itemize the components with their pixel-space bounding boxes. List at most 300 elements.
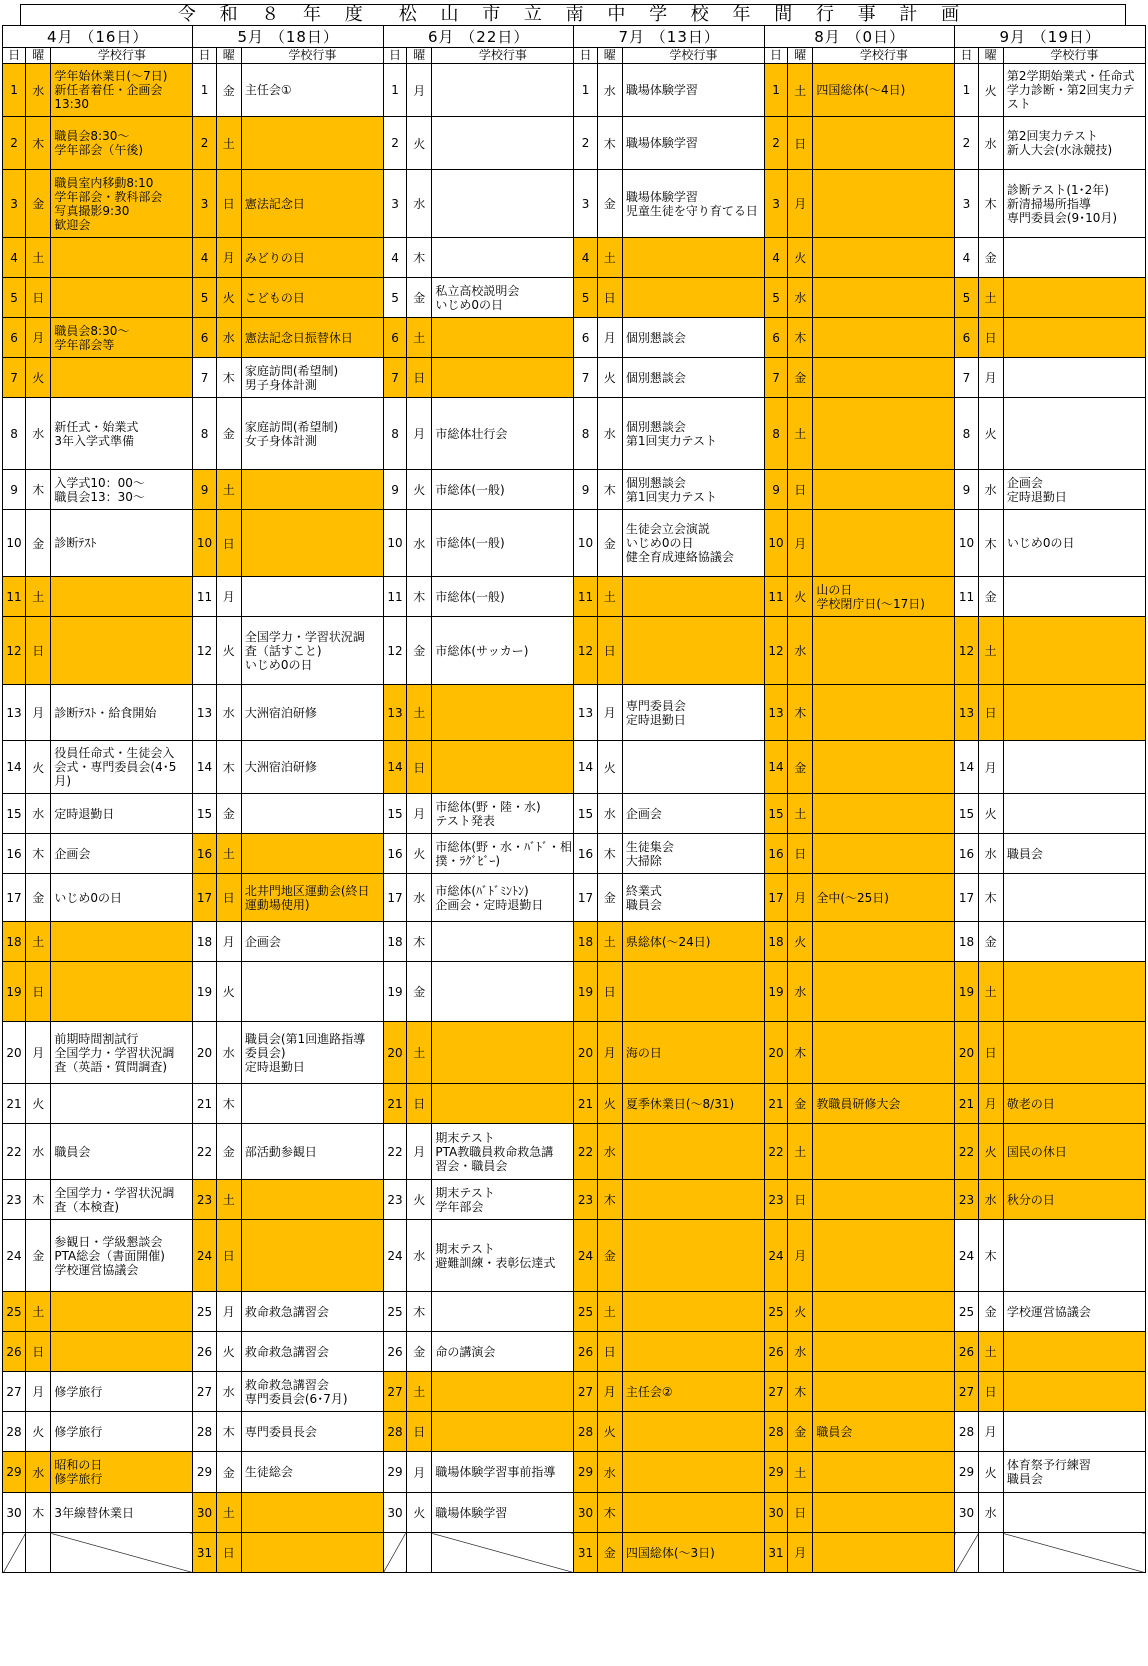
event-cell bbox=[1003, 874, 1145, 922]
event-cell bbox=[241, 741, 383, 794]
day-number-cell: 4 bbox=[383, 238, 406, 278]
column-header-day: 日 bbox=[764, 48, 787, 64]
day-number-cell: 18 bbox=[574, 922, 597, 962]
event-cell bbox=[51, 318, 193, 358]
event-line: 北井門地区運動会(終日 bbox=[244, 883, 370, 898]
event-cell bbox=[813, 64, 955, 117]
event-cell bbox=[241, 1084, 383, 1124]
event-line: みどりの日 bbox=[244, 250, 305, 265]
event-line: 企画会 bbox=[625, 806, 662, 821]
event-cell bbox=[1003, 1493, 1145, 1533]
event-line: 秋分の日 bbox=[1006, 1192, 1055, 1207]
weekday-cell: 木 bbox=[978, 874, 1003, 922]
weekday-cell: 土 bbox=[978, 962, 1003, 1022]
day-number-cell: 3 bbox=[764, 170, 787, 238]
weekday-cell: 金 bbox=[407, 962, 432, 1022]
weekday-cell: 土 bbox=[26, 1292, 51, 1332]
day-number-cell: 24 bbox=[193, 1220, 216, 1292]
event-cell bbox=[813, 1084, 955, 1124]
weekday-cell: 水 bbox=[597, 1452, 622, 1493]
event-cell bbox=[51, 874, 193, 922]
event-cell bbox=[432, 834, 574, 874]
event-cell bbox=[813, 874, 955, 922]
event-line: 個別懇談会 bbox=[625, 370, 686, 385]
event-cell bbox=[432, 1493, 574, 1533]
event-cell bbox=[241, 117, 383, 170]
day-number-cell: 8 bbox=[574, 398, 597, 470]
table-row bbox=[3, 318, 1146, 358]
day-number-cell: 5 bbox=[955, 278, 978, 318]
day-number-cell: 10 bbox=[193, 510, 216, 577]
day-number-cell: 11 bbox=[574, 577, 597, 617]
day-number-cell: 27 bbox=[574, 1372, 597, 1412]
weekday-cell: 日 bbox=[407, 1412, 432, 1452]
day-number-cell: 8 bbox=[3, 398, 26, 470]
event-cell bbox=[51, 794, 193, 834]
weekday-cell: 木 bbox=[597, 117, 622, 170]
event-line: 学校運営協議会 bbox=[1006, 1304, 1091, 1319]
event-cell bbox=[813, 117, 955, 170]
event-cell bbox=[241, 318, 383, 358]
event-line: 習会・職員会 bbox=[435, 1158, 508, 1173]
event-cell bbox=[813, 1452, 955, 1493]
event-line: こどもの日 bbox=[244, 290, 305, 305]
weekday-cell: 土 bbox=[26, 577, 51, 617]
event-line: 学年始休業日(〜7日) bbox=[54, 69, 168, 83]
event-cell bbox=[813, 685, 955, 741]
event-cell bbox=[241, 1022, 383, 1084]
event-cell bbox=[432, 685, 574, 741]
event-line: 定時退勤日 bbox=[244, 1059, 305, 1074]
weekday-cell: 土 bbox=[788, 1452, 813, 1493]
weekday-cell: 日 bbox=[597, 617, 622, 685]
day-number-cell: 3 bbox=[574, 170, 597, 238]
event-line: 新清掃場所指導 bbox=[1006, 196, 1091, 211]
weekday-cell: 金 bbox=[216, 1452, 241, 1493]
table-row bbox=[3, 170, 1146, 238]
event-cell bbox=[1003, 1180, 1145, 1220]
event-line: 県総体(〜24日) bbox=[625, 934, 711, 949]
day-number-cell: 29 bbox=[764, 1452, 787, 1493]
event-line: 新任式・始業式 bbox=[54, 419, 139, 434]
weekday-cell: 火 bbox=[788, 577, 813, 617]
event-cell bbox=[51, 117, 193, 170]
day-number-cell: 6 bbox=[955, 318, 978, 358]
event-cell bbox=[432, 1124, 574, 1180]
empty-cell bbox=[955, 1533, 978, 1573]
day-number-cell: 7 bbox=[764, 358, 787, 398]
event-line: 学力診断・第2回実力テ bbox=[1006, 83, 1135, 97]
day-number-cell: 23 bbox=[955, 1180, 978, 1220]
weekday-cell: 金 bbox=[597, 510, 622, 577]
weekday-cell: 金 bbox=[978, 1292, 1003, 1332]
event-line: 大洲宿泊研修 bbox=[244, 760, 317, 774]
month-header: 5月 （18日） bbox=[193, 26, 383, 48]
day-number-cell: 21 bbox=[574, 1084, 597, 1124]
weekday-cell: 火 bbox=[597, 1084, 622, 1124]
event-line: 定時退勤日 bbox=[1006, 489, 1067, 504]
event-line: 憲法記念日 bbox=[244, 196, 305, 211]
event-line: 救命救急講習会 bbox=[244, 1304, 329, 1319]
weekday-cell: 水 bbox=[597, 794, 622, 834]
day-number-cell: 3 bbox=[3, 170, 26, 238]
event-cell bbox=[622, 794, 764, 834]
day-number-cell: 11 bbox=[955, 577, 978, 617]
column-header-events: 学校行事 bbox=[51, 48, 193, 64]
weekday-cell: 月 bbox=[26, 318, 51, 358]
weekday-cell: 火 bbox=[978, 794, 1003, 834]
weekday-cell: 木 bbox=[26, 834, 51, 874]
weekday-cell: 金 bbox=[788, 1412, 813, 1452]
event-line: スト bbox=[1006, 97, 1031, 111]
day-number-cell: 9 bbox=[193, 470, 216, 510]
weekday-cell: 金 bbox=[26, 874, 51, 922]
day-number-cell: 1 bbox=[764, 64, 787, 117]
event-line: 職場体験学習 bbox=[625, 83, 698, 97]
table-row bbox=[3, 794, 1146, 834]
event-cell bbox=[1003, 794, 1145, 834]
weekday-cell: 土 bbox=[978, 278, 1003, 318]
weekday-cell: 月 bbox=[407, 1124, 432, 1180]
event-cell bbox=[432, 1180, 574, 1220]
weekday-cell: 月 bbox=[978, 1084, 1003, 1124]
event-cell bbox=[1003, 278, 1145, 318]
weekday-cell: 木 bbox=[788, 1022, 813, 1084]
event-line: 職員会 bbox=[54, 1144, 91, 1159]
day-number-cell: 7 bbox=[574, 358, 597, 398]
weekday-cell: 水 bbox=[216, 1022, 241, 1084]
event-cell bbox=[1003, 922, 1145, 962]
weekday-cell: 日 bbox=[216, 1533, 241, 1573]
event-cell bbox=[813, 1124, 955, 1180]
event-cell bbox=[813, 617, 955, 685]
event-line: いじめ0の日 bbox=[244, 657, 313, 672]
day-number-cell: 25 bbox=[193, 1292, 216, 1332]
event-line: 期末テスト bbox=[435, 1130, 495, 1145]
day-number-cell: 23 bbox=[383, 1180, 406, 1220]
day-number-cell: 16 bbox=[574, 834, 597, 874]
day-number-cell: 4 bbox=[764, 238, 787, 278]
weekday-cell: 水 bbox=[788, 617, 813, 685]
day-number-cell: 15 bbox=[3, 794, 26, 834]
weekday-cell: 日 bbox=[216, 170, 241, 238]
event-cell bbox=[432, 358, 574, 398]
event-cell bbox=[51, 922, 193, 962]
schedule-table bbox=[2, 25, 1146, 1573]
event-line: 参観日・学級懇談会 bbox=[54, 1234, 163, 1249]
weekday-cell: 日 bbox=[407, 1084, 432, 1124]
event-cell bbox=[1003, 1292, 1145, 1332]
day-number-cell: 1 bbox=[193, 64, 216, 117]
weekday-cell: 日 bbox=[597, 278, 622, 318]
day-number-cell: 14 bbox=[574, 741, 597, 794]
event-cell bbox=[241, 398, 383, 470]
day-number-cell: 13 bbox=[574, 685, 597, 741]
day-number-cell: 2 bbox=[383, 117, 406, 170]
day-number-cell: 26 bbox=[193, 1332, 216, 1372]
weekday-cell: 日 bbox=[788, 470, 813, 510]
event-cell bbox=[813, 1412, 955, 1452]
weekday-cell: 木 bbox=[216, 1084, 241, 1124]
page-title: 令 和 ８ 年 度 松 山 市 立 南 中 学 校 年 間 行 事 計 画 bbox=[20, 4, 1126, 26]
table-row bbox=[3, 358, 1146, 398]
day-number-cell: 6 bbox=[764, 318, 787, 358]
day-number-cell: 23 bbox=[574, 1180, 597, 1220]
event-cell bbox=[1003, 238, 1145, 278]
day-number-cell: 25 bbox=[3, 1292, 26, 1332]
table-row bbox=[3, 617, 1146, 685]
day-number-cell: 15 bbox=[193, 794, 216, 834]
weekday-cell: 木 bbox=[216, 358, 241, 398]
day-number-cell: 2 bbox=[3, 117, 26, 170]
event-cell bbox=[622, 238, 764, 278]
event-cell bbox=[622, 577, 764, 617]
event-line: 海の日 bbox=[625, 1045, 662, 1060]
column-header-events: 学校行事 bbox=[432, 48, 574, 64]
day-number-cell: 29 bbox=[383, 1452, 406, 1493]
day-number-cell: 2 bbox=[955, 117, 978, 170]
event-cell bbox=[432, 577, 574, 617]
day-number-cell: 3 bbox=[383, 170, 406, 238]
weekday-cell: 火 bbox=[978, 398, 1003, 470]
day-number-cell: 25 bbox=[383, 1292, 406, 1332]
day-number-cell: 15 bbox=[383, 794, 406, 834]
day-number-cell: 30 bbox=[574, 1493, 597, 1533]
day-number-cell: 10 bbox=[383, 510, 406, 577]
event-line: 憲法記念日振替休日 bbox=[244, 330, 353, 345]
event-line: 生徒集会 bbox=[625, 839, 674, 854]
weekday-cell: 金 bbox=[597, 1220, 622, 1292]
event-line: 期末テスト bbox=[435, 1185, 495, 1200]
event-cell bbox=[1003, 1372, 1145, 1412]
weekday-cell: 日 bbox=[26, 962, 51, 1022]
day-number-cell: 27 bbox=[383, 1372, 406, 1412]
day-number-cell: 5 bbox=[383, 278, 406, 318]
event-cell bbox=[51, 238, 193, 278]
day-number-cell: 18 bbox=[383, 922, 406, 962]
day-number-cell: 4 bbox=[574, 238, 597, 278]
weekday-cell: 火 bbox=[407, 1493, 432, 1533]
event-cell bbox=[622, 1452, 764, 1493]
weekday-cell: 土 bbox=[597, 1292, 622, 1332]
day-number-cell: 22 bbox=[955, 1124, 978, 1180]
day-number-cell: 29 bbox=[574, 1452, 597, 1493]
column-header-day: 日 bbox=[955, 48, 978, 64]
day-number-cell: 31 bbox=[764, 1533, 787, 1573]
event-cell bbox=[241, 1124, 383, 1180]
weekday-cell: 日 bbox=[788, 1180, 813, 1220]
day-number-cell: 16 bbox=[764, 834, 787, 874]
column-header-day: 日 bbox=[383, 48, 406, 64]
table-row bbox=[3, 1412, 1146, 1452]
weekday-cell: 土 bbox=[597, 238, 622, 278]
weekday-cell: 木 bbox=[597, 470, 622, 510]
day-number-cell: 12 bbox=[955, 617, 978, 685]
day-number-cell: 4 bbox=[955, 238, 978, 278]
day-number-cell: 11 bbox=[193, 577, 216, 617]
event-line: 職員室内移動8:10 bbox=[54, 175, 154, 190]
weekday-cell: 木 bbox=[978, 170, 1003, 238]
day-number-cell: 5 bbox=[574, 278, 597, 318]
event-line: 市総体(サッカー) bbox=[435, 643, 529, 658]
weekday-cell: 水 bbox=[26, 1124, 51, 1180]
event-line: 市総体(野・陸・水) bbox=[435, 799, 541, 814]
empty-cell bbox=[407, 1533, 432, 1573]
event-cell bbox=[622, 470, 764, 510]
day-number-cell: 9 bbox=[383, 470, 406, 510]
weekday-cell: 水 bbox=[216, 318, 241, 358]
weekday-cell: 土 bbox=[788, 794, 813, 834]
month-header: 4月 （16日） bbox=[3, 26, 193, 48]
weekday-cell: 月 bbox=[216, 922, 241, 962]
event-cell bbox=[432, 238, 574, 278]
weekday-cell: 日 bbox=[407, 358, 432, 398]
event-cell bbox=[51, 741, 193, 794]
day-number-cell: 18 bbox=[193, 922, 216, 962]
weekday-cell: 水 bbox=[26, 398, 51, 470]
event-cell bbox=[1003, 510, 1145, 577]
weekday-cell: 土 bbox=[216, 1493, 241, 1533]
weekday-cell: 金 bbox=[216, 398, 241, 470]
event-line: 職場体験学習事前指導 bbox=[435, 1465, 556, 1479]
weekday-cell: 金 bbox=[978, 922, 1003, 962]
weekday-cell: 土 bbox=[407, 318, 432, 358]
day-number-cell: 12 bbox=[193, 617, 216, 685]
weekday-cell: 水 bbox=[26, 1452, 51, 1493]
weekday-cell: 金 bbox=[407, 1332, 432, 1372]
day-number-cell: 16 bbox=[3, 834, 26, 874]
event-cell bbox=[813, 741, 955, 794]
event-line: 3年入学式準備 bbox=[54, 433, 135, 448]
day-number-cell: 13 bbox=[764, 685, 787, 741]
weekday-cell: 金 bbox=[788, 1084, 813, 1124]
event-line: PTA総会（書面開催) bbox=[54, 1248, 165, 1263]
event-cell bbox=[1003, 358, 1145, 398]
event-line: 主任会① bbox=[244, 83, 292, 97]
day-number-cell: 24 bbox=[3, 1220, 26, 1292]
event-line: 職員会 bbox=[625, 897, 662, 912]
weekday-cell: 火 bbox=[978, 1124, 1003, 1180]
day-number-cell: 8 bbox=[383, 398, 406, 470]
day-number-cell: 28 bbox=[383, 1412, 406, 1452]
event-cell bbox=[51, 398, 193, 470]
weekday-cell: 火 bbox=[978, 1452, 1003, 1493]
weekday-cell: 土 bbox=[788, 398, 813, 470]
event-line: 市総体(野・水・ﾊﾞﾄﾞ・相 bbox=[435, 839, 573, 854]
weekday-cell: 木 bbox=[788, 685, 813, 741]
weekday-cell: 木 bbox=[978, 510, 1003, 577]
day-number-cell: 14 bbox=[764, 741, 787, 794]
day-number-cell: 13 bbox=[383, 685, 406, 741]
table-row bbox=[3, 1372, 1146, 1412]
event-line: PTA教職員救命救急講 bbox=[435, 1144, 554, 1159]
event-cell bbox=[432, 874, 574, 922]
day-number-cell: 17 bbox=[383, 874, 406, 922]
weekday-cell: 木 bbox=[978, 1220, 1003, 1292]
event-cell bbox=[432, 1220, 574, 1292]
day-number-cell: 10 bbox=[955, 510, 978, 577]
weekday-cell: 火 bbox=[216, 278, 241, 318]
weekday-cell: 金 bbox=[597, 1533, 622, 1573]
empty-cell bbox=[383, 1533, 406, 1573]
day-number-cell: 28 bbox=[764, 1412, 787, 1452]
event-cell bbox=[241, 1220, 383, 1292]
day-number-cell: 17 bbox=[193, 874, 216, 922]
day-number-cell: 2 bbox=[193, 117, 216, 170]
weekday-cell: 水 bbox=[407, 1220, 432, 1292]
event-line: 職場体験学習 bbox=[625, 136, 698, 150]
day-number-cell: 28 bbox=[574, 1412, 597, 1452]
day-number-cell: 26 bbox=[3, 1332, 26, 1372]
event-cell bbox=[51, 617, 193, 685]
event-cell bbox=[432, 922, 574, 962]
month-header: 6月 （22日） bbox=[383, 26, 573, 48]
event-cell bbox=[241, 577, 383, 617]
event-line: 市総体(一般) bbox=[435, 536, 505, 550]
event-cell bbox=[241, 685, 383, 741]
day-number-cell: 16 bbox=[383, 834, 406, 874]
event-line: 定時退勤日 bbox=[625, 712, 686, 727]
event-line: 専門委員会(9･10月) bbox=[1006, 210, 1118, 225]
event-line: 女子身体計測 bbox=[244, 433, 317, 448]
weekday-cell: 日 bbox=[216, 1220, 241, 1292]
day-number-cell: 19 bbox=[383, 962, 406, 1022]
event-cell bbox=[622, 318, 764, 358]
event-cell bbox=[1003, 318, 1145, 358]
day-number-cell: 6 bbox=[383, 318, 406, 358]
event-line: 職員会 bbox=[816, 1424, 853, 1439]
event-line: 専門委員長会 bbox=[244, 1424, 317, 1439]
event-cell bbox=[1003, 1412, 1145, 1452]
day-number-cell: 4 bbox=[3, 238, 26, 278]
month-header: 8月 （0日） bbox=[764, 26, 954, 48]
table-row bbox=[3, 64, 1146, 117]
weekday-cell: 水 bbox=[597, 398, 622, 470]
day-number-cell: 13 bbox=[193, 685, 216, 741]
weekday-cell: 火 bbox=[407, 1180, 432, 1220]
day-number-cell: 3 bbox=[955, 170, 978, 238]
event-cell bbox=[432, 1332, 574, 1372]
day-number-cell: 24 bbox=[383, 1220, 406, 1292]
column-header-row bbox=[3, 48, 1146, 64]
event-line: テスト発表 bbox=[435, 813, 495, 828]
event-cell bbox=[622, 922, 764, 962]
event-line: 家庭訪問(希望制) bbox=[244, 363, 339, 378]
event-line: 個別懇談会 bbox=[625, 330, 686, 345]
table-row bbox=[3, 1452, 1146, 1493]
empty-cell bbox=[3, 1533, 26, 1573]
weekday-cell: 日 bbox=[597, 1332, 622, 1372]
event-cell bbox=[1003, 1124, 1145, 1180]
event-line: 第1回実力テスト bbox=[625, 489, 717, 504]
weekday-cell: 火 bbox=[597, 1412, 622, 1452]
table-row bbox=[3, 1332, 1146, 1372]
table-row bbox=[3, 1124, 1146, 1180]
weekday-cell: 土 bbox=[26, 922, 51, 962]
weekday-cell: 木 bbox=[407, 577, 432, 617]
weekday-cell: 月 bbox=[978, 1412, 1003, 1452]
day-number-cell: 1 bbox=[955, 64, 978, 117]
event-cell bbox=[813, 834, 955, 874]
table-row bbox=[3, 1220, 1146, 1292]
event-line: 全国学力・学習状況調 bbox=[54, 1185, 175, 1200]
weekday-cell: 月 bbox=[26, 1372, 51, 1412]
event-line: いじめ0の日 bbox=[54, 890, 123, 905]
event-line: 委員会) bbox=[244, 1045, 286, 1060]
event-cell bbox=[813, 1332, 955, 1372]
table-row bbox=[3, 1533, 1146, 1573]
event-cell bbox=[51, 962, 193, 1022]
